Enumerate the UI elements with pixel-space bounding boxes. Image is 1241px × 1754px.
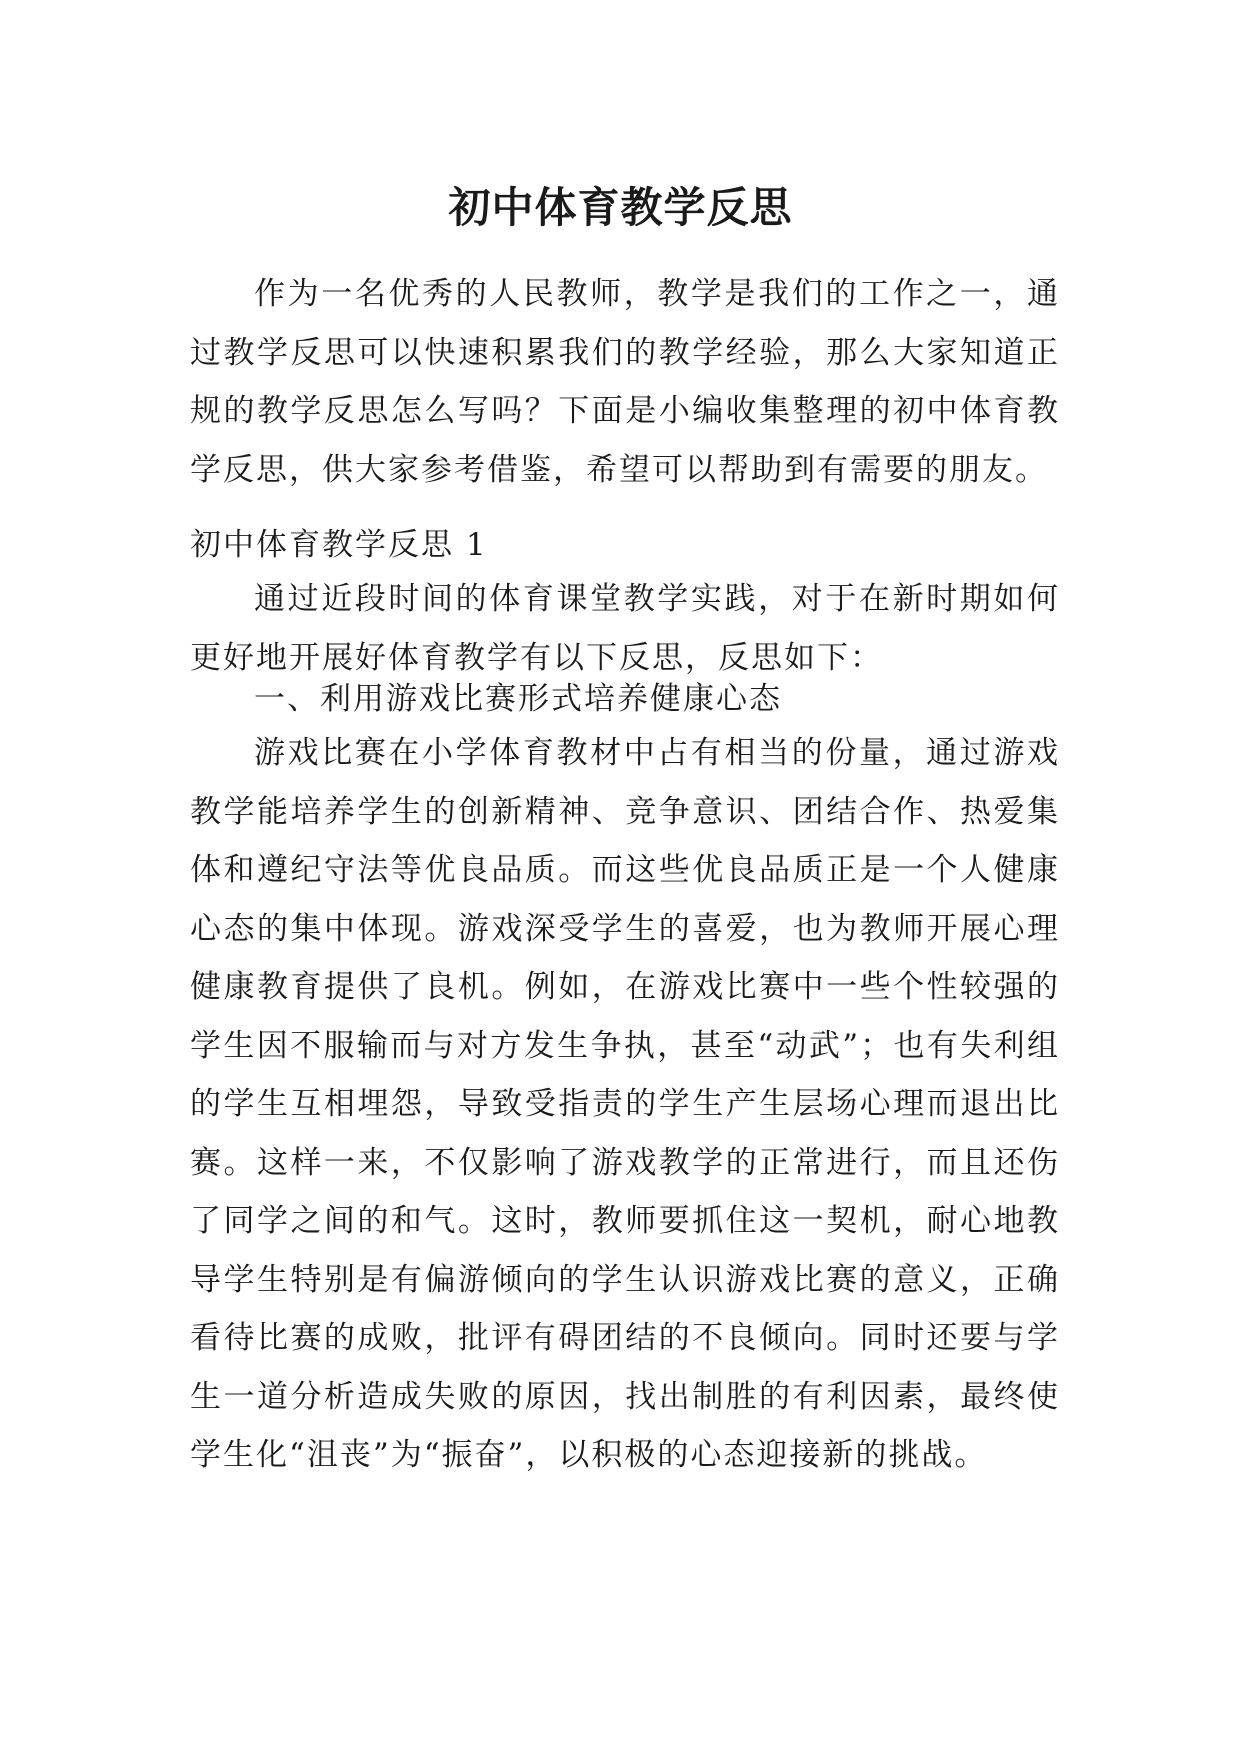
subheading-1: 一、利用游戏比赛形式培养健康心态 — [254, 681, 782, 717]
body-paragraph-2: 游戏比赛在小学体育教材中占有相当的份量，通过游戏教学能培养学生的创新精神、竞争意识、团结合作、热爱集体和遵纪守法等优良品质。而这些优良品质正是一个人健康心态的集中体现。游戏深受学生的喜爱，也为教师开展心理健康教育提供了良机。例如，在游戏比赛中一些个性较强的学生因不服输而与对方发生争执，甚至“动武”；也有失利组的学生互相埋怨，导致受指责的学生产生层场心理而退出比赛。这样一来，不仅影响了游戏教学的正常进行，而且还伤了同学之间的和气。这时，教师要抓住这一契机，耐心地教导学生特别是有偏游倾向的学生认识游戏比赛的意义，正确看待比赛的成败，批评有碍团结的不良倾向。同时还要与学生一道分析造成失败的原因，找出制胜的有利因素，最终使学生化“沮丧”为“振奋”，以积极的心态迎接新的挑战。 — [190, 735, 1060, 1473]
document-title: 初中体育教学反思 — [448, 183, 793, 233]
intro-paragraph: 作为一名优秀的人民教师，教学是我们的工作之一，通过教学反思可以快速积累我们的教学经验，那么大家知道正规的教学反思怎么写吗？下面是小编收集整理的初中体育教学反思，供大家参考借鉴，希望可以帮助到有需要的朋友。 — [190, 276, 1060, 488]
section-heading: 初中体育教学反思 1 — [190, 527, 488, 563]
body-paragraph-1: 通过近段时间的体育课堂教学实践，对于在新时期如何更好地开展好体育教学有以下反思，反思如下： — [190, 581, 1060, 676]
